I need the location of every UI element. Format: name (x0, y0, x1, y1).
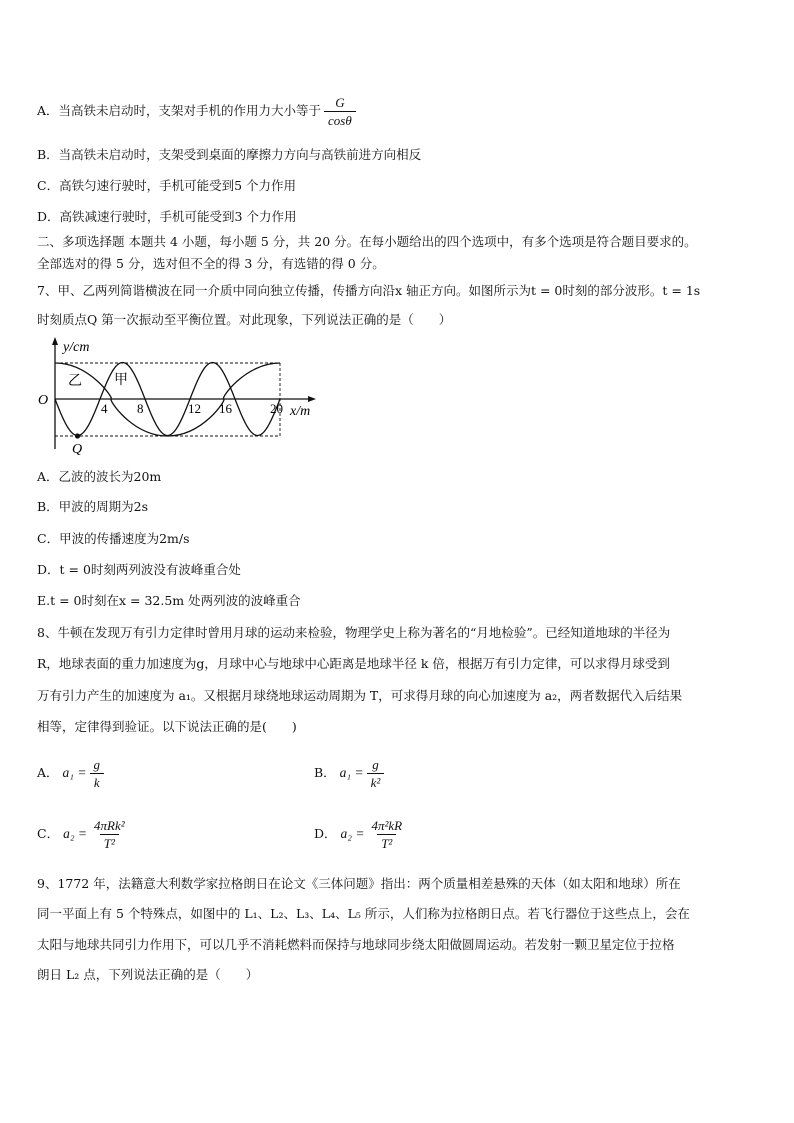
q8-stem-line2: R，地球表面的重力加速度为g，月球中心与地球中心距离是地球半径 k 倍，根据万有引力定律，可以求得月球受到 (37, 656, 670, 671)
q8-option-c (37, 817, 132, 851)
section2-heading-line1: 二、多项选择题 本题共 4 小题，每小题 5 分，共 20 分。在每小题给出的四个选项中，有多个选项是符合题目要求的。 (37, 234, 697, 249)
q7-option-b: B．甲波的周期为2s (37, 499, 149, 514)
x-axis-arrow (308, 396, 316, 402)
q9-stem-line2: 同一平面上有 5 个特殊点，如图中的 L₁、L₂、L₃、L₄、L₅ 所示，人们称为拉格朗日点。若飞行器位于这些点上，会在 (37, 906, 690, 921)
q6-frac-denominator: cosθ (324, 111, 356, 128)
q8-option-d (314, 817, 409, 851)
q8-option-c-fraction (90, 818, 129, 851)
q8-option-d-label: D． (314, 826, 337, 841)
q8-option-a-num: g (93, 757, 100, 772)
q8-option-b-fraction (367, 757, 385, 790)
q7-option-a: A．乙波的波长为20m (37, 469, 162, 484)
q6-frac-numerator: G (335, 95, 345, 110)
x-axis-label: x/m (290, 404, 311, 419)
origin-label: O (38, 393, 49, 408)
q6-option-a-text: A．当高铁未启动时，支架对手机的作用力大小等于 (37, 103, 322, 118)
point-q-dot (75, 433, 80, 438)
section2-heading-line2: 全部选对的得 5 分，选对但不全的得 3 分，有选错的得 0 分。 (37, 256, 385, 271)
q7-stem-line2: 时刻质点Q 第一次振动至平衡位置。对此现象，下列说法正确的是（ ） (37, 312, 452, 327)
wave-label-yi: 乙 (68, 374, 82, 389)
q8-option-b (314, 756, 387, 790)
q9-stem-line3: 太阳与地球共同引力作用下，可以几乎不消耗燃料而保持与地球同步绕太阳做圆周运动。若发射一颗卫星定位于拉格 (37, 937, 675, 952)
q8-option-c-label: C． (37, 826, 60, 841)
q8-option-d-den: T² (377, 834, 396, 851)
q8-option-c-den: T² (100, 834, 119, 851)
q8-stem-line1: 8、牛顿在发现万有引力定律时曾用月球的运动来检验，物理学史上称为著名的“月地检验”。已经知道地球的半径为 (37, 625, 671, 640)
x-tick-20: 20 (270, 401, 283, 416)
q8-option-a-lhs: a₁ = (62, 765, 87, 780)
y-axis-arrow (52, 337, 58, 345)
wave-label-jia: 甲 (114, 373, 128, 388)
q9-stem-line1: 9、1772 年，法籍意大利数学家拉格朗日在论文《三体问题》指出：两个质量相差悬殊的天体（如太阳和地球）所在 (37, 876, 681, 891)
q7-option-d: D．t = 0时刻两列波没有波峰重合处 (37, 562, 241, 577)
q8-option-c-num: 4πRk² (94, 818, 125, 833)
q8-option-b-label: B． (314, 765, 336, 780)
q8-option-a-label: A． (37, 765, 59, 780)
q8-option-c-lhs: a₂ = (63, 826, 87, 841)
q8-option-b-num: g (372, 757, 379, 772)
q6-option-b: B．当高铁未启动时，支架受到桌面的摩擦力方向与高铁前进方向相反 (37, 147, 422, 162)
q8-option-d-fraction (367, 818, 406, 851)
x-tick-8: 8 (137, 401, 144, 416)
y-axis-label: y/cm (63, 340, 90, 355)
q8-option-a-fraction (89, 757, 104, 790)
q6-option-a (37, 95, 359, 128)
q8-option-a (37, 756, 107, 790)
q8-stem-line4: 相等，定律得到验证。以下说法正确的是( ) (37, 719, 297, 734)
x-tick-12: 12 (188, 401, 201, 416)
q8-option-d-num: 4π²kR (371, 818, 403, 833)
q7-stem-line1: 7、甲、乙两列简谐横波在同一介质中同向独立传播，传播方向沿x 轴正方向。如图所示为t = 0时刻的部分波形。t = 1s (37, 283, 701, 298)
q8-option-d-lhs: a₂ = (340, 826, 365, 841)
q9-stem-line4: 朗日 L₂ 点，下列说法正确的是（ ） (37, 967, 259, 982)
q7-option-c: C．甲波的传播速度为2m/s (37, 531, 190, 546)
x-tick-16: 16 (219, 401, 232, 416)
q8-stem-line3: 万有引力产生的加速度为 a₁。又根据月球绕地球运动周期为 T，可求得月球的向心加速度为 a₂，两者数据代入后结果 (37, 688, 683, 703)
q8-option-a-den: k (90, 773, 104, 790)
q7-wave-figure (34, 337, 334, 457)
x-tick-4: 4 (101, 401, 108, 416)
q6-option-a-fraction (324, 95, 356, 128)
q8-option-b-den: k² (367, 773, 385, 790)
q6-option-d: D．高铁减速行驶时，手机可能受到3 个力作用 (37, 209, 297, 224)
q6-option-c: C．高铁匀速行驶时，手机可能受到5 个力作用 (37, 178, 296, 193)
point-q-label: Q (72, 442, 83, 457)
q7-option-e: E.t = 0时刻在x = 32.5m 处两列波的波峰重合 (37, 593, 301, 608)
q8-option-b-lhs: a₁ = (339, 765, 364, 780)
